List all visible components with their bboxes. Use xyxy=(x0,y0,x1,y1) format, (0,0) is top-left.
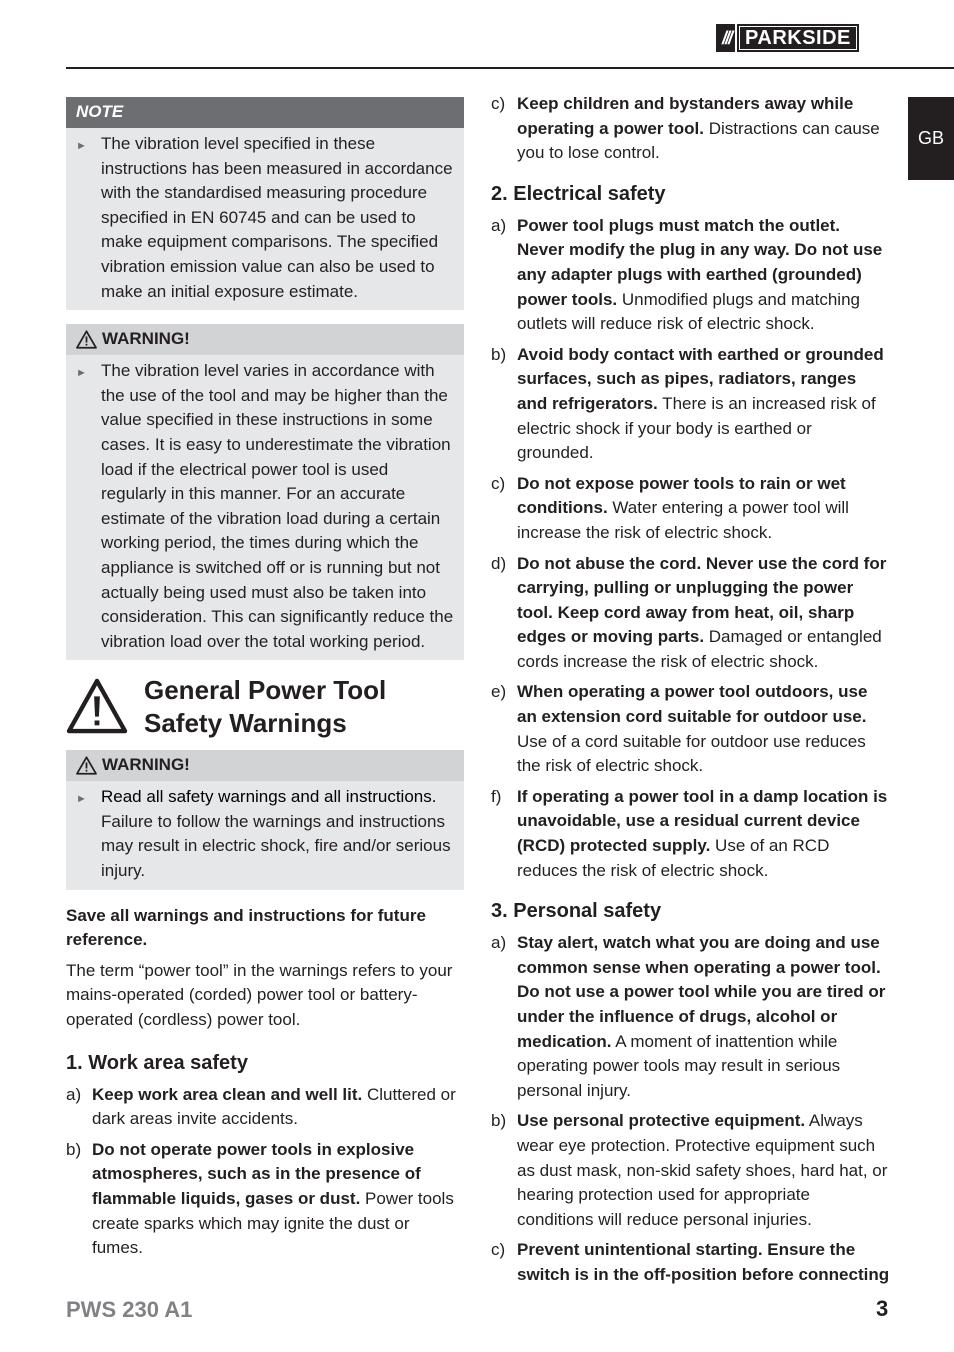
item-label: b) xyxy=(491,344,507,364)
item-bold: When operating a power tool outdoors, use an extension cord suitable for outdoor use. xyxy=(517,682,868,727)
list-item xyxy=(491,552,891,675)
warning-triangle-icon xyxy=(76,330,97,349)
item-bold: Keep work area clean and well lit. xyxy=(92,1084,363,1104)
page-number: 3 xyxy=(876,1296,889,1321)
item-label: c) xyxy=(491,1240,506,1260)
list-item xyxy=(491,472,891,546)
item-text: Unmodified plugs and matching outlets will reduce risk of electric shock. xyxy=(517,289,860,334)
note-box xyxy=(66,97,464,310)
note-text: The vibration level specified in these instructions has been measured in accordance with the standardised measuring procedure specified in EN 60745 and can be used to make equipment comparisons. The specified vibration emission value can also be used to make an initial exposure estimate. xyxy=(101,134,453,301)
item-label: f) xyxy=(491,786,502,806)
item-bold: Power tool plugs must match the outlet. Never modify the plug in any way. Do not use any adapter plugs with earthed (grounded) power tools. xyxy=(517,215,883,309)
bullet-arrow-icon: ► xyxy=(76,367,87,380)
item-text: Use of a cord suitable for outdoor use reduces the risk of electric shock. xyxy=(517,731,866,776)
parkside-logo xyxy=(716,24,859,52)
item-text: There is an increased risk of electric shock if your body is earthed or grounded. xyxy=(517,393,876,463)
item-bold: Do not expose power tools to rain or wet conditions. xyxy=(517,473,846,518)
list-item xyxy=(491,92,891,166)
warning-label: WARNING! xyxy=(102,329,190,349)
list-item xyxy=(491,343,891,466)
list-item xyxy=(491,1109,891,1232)
item-label: c) xyxy=(491,473,506,493)
note-header: NOTE xyxy=(66,97,464,128)
warning-label: WARNING! xyxy=(102,755,190,775)
item-bold: Stay alert, watch what you are doing and use common sense when operating a power tool. Do not use a power tool while you are tired or under the influence of drugs, alcohol or medication. xyxy=(517,933,886,1051)
warning-body: Failure to follow the warnings and instructions may result in electric shock, fire and/or serious injury. xyxy=(101,811,451,881)
item-text: Use of an RCD reduces the risk of electric shock. xyxy=(517,836,830,880)
warning-box xyxy=(66,324,464,660)
section-heading: 1. Work area safety xyxy=(66,1051,248,1074)
bullet-arrow-icon: ► xyxy=(76,140,87,152)
section-heading: 2. Electrical safety xyxy=(491,182,666,205)
item-label: a) xyxy=(491,933,507,953)
item-label: e) xyxy=(491,682,507,702)
list-item xyxy=(491,931,891,1103)
item-bold: Keep children and bystanders away while operating a power tool. xyxy=(517,94,854,138)
list-item xyxy=(491,680,891,778)
logo-slashes: /// xyxy=(716,24,735,52)
item-label: b) xyxy=(66,1139,82,1159)
list-item xyxy=(66,1138,464,1261)
item-text: Power tools create sparks which may ignite the dust or fumes. xyxy=(92,1189,454,1258)
list-item xyxy=(491,214,891,337)
item-text: Cluttered or dark areas invite accidents. xyxy=(92,1084,456,1129)
logo-text: PARKSIDE xyxy=(737,24,859,52)
list-item xyxy=(491,785,891,883)
warning-text xyxy=(101,785,456,883)
list-item xyxy=(66,1083,464,1132)
item-text: Distractions can cause you to lose control. xyxy=(517,118,880,163)
warning-text: The vibration level varies in accordance with the use of the tool and may be higher than the value specified in these instructions in some cases. It is easy to underestimate the vibration load if the electrical power tool is used regularly in this manner. For an accurate estimate of the vibration load during a certain working period, the times during which the appliance is switched off or is running but not actually being used must also be taken into consideration. This can significantly reduce the vibration load over the total working period. xyxy=(101,361,454,651)
save-instructions: Save all warnings and instructions for future reference. xyxy=(66,905,426,950)
item-label: c) xyxy=(491,94,506,113)
page-title: General Power Tool Safety Warnings xyxy=(144,675,387,739)
item-text: Damaged or entangled cords increase the risk of electric shock. xyxy=(517,627,882,671)
header-rule xyxy=(66,67,954,69)
item-label: d) xyxy=(491,553,507,573)
term-definition: The term “power tool” in the warnings refers to your mains-operated (corded) power tool or battery-operated (cordless) power tool. xyxy=(66,960,453,1030)
item-label: a) xyxy=(491,215,507,235)
warning-header xyxy=(66,750,464,781)
item-bold: Prevent unintentional starting. Ensure the switch is in the off-position before connecting xyxy=(517,1240,890,1284)
bullet-arrow-icon: ► xyxy=(76,793,87,806)
warning-triangle-icon xyxy=(76,756,97,775)
warning-triangle-icon xyxy=(66,678,128,734)
left-column xyxy=(66,97,464,1267)
item-label: b) xyxy=(491,1111,507,1131)
model-number: PWS 230 A1 xyxy=(66,1297,193,1322)
section-title xyxy=(66,674,464,740)
item-bold: Do not operate power tools in explosive atmospheres, such as in the presence of flammable liquids, gases or dust. xyxy=(92,1139,421,1208)
item-text: Water entering a power tool will increase the risk of electric shock. xyxy=(517,498,849,542)
item-bold: If operating a power tool in a damp location is unavoidable, use a residual current device (RCD) protected supply. xyxy=(517,786,888,856)
list-item xyxy=(491,1238,891,1287)
item-label: a) xyxy=(66,1084,82,1104)
item-bold: Do not abuse the cord. Never use the cord for carrying, pulling or unplugging the power tool. Keep cord away from heat, oil, sharp edges or moving parts. xyxy=(517,553,887,647)
warning-header xyxy=(66,324,464,355)
item-text: Always wear eye protection. Protective equipment such as dust mask, non-skid safety shoes, hard hat, or hearing protection used for appropriate conditions will reduce personal injuries. xyxy=(517,1111,888,1229)
section-heading: 3. Personal safety xyxy=(491,900,662,923)
item-text: A moment of inattention while operating power tools may result in serious personal injury. xyxy=(517,1031,841,1100)
item-bold: Avoid body contact with earthed or grounded surfaces, such as pipes, radiators, ranges and refrigerators. xyxy=(517,344,884,413)
warning-lead: Read all safety warnings and all instructions. xyxy=(101,787,437,807)
language-tab: GB xyxy=(908,97,954,180)
right-column xyxy=(491,92,891,1294)
warning-box xyxy=(66,750,464,889)
item-bold: Use personal protective equipment. xyxy=(517,1111,806,1131)
